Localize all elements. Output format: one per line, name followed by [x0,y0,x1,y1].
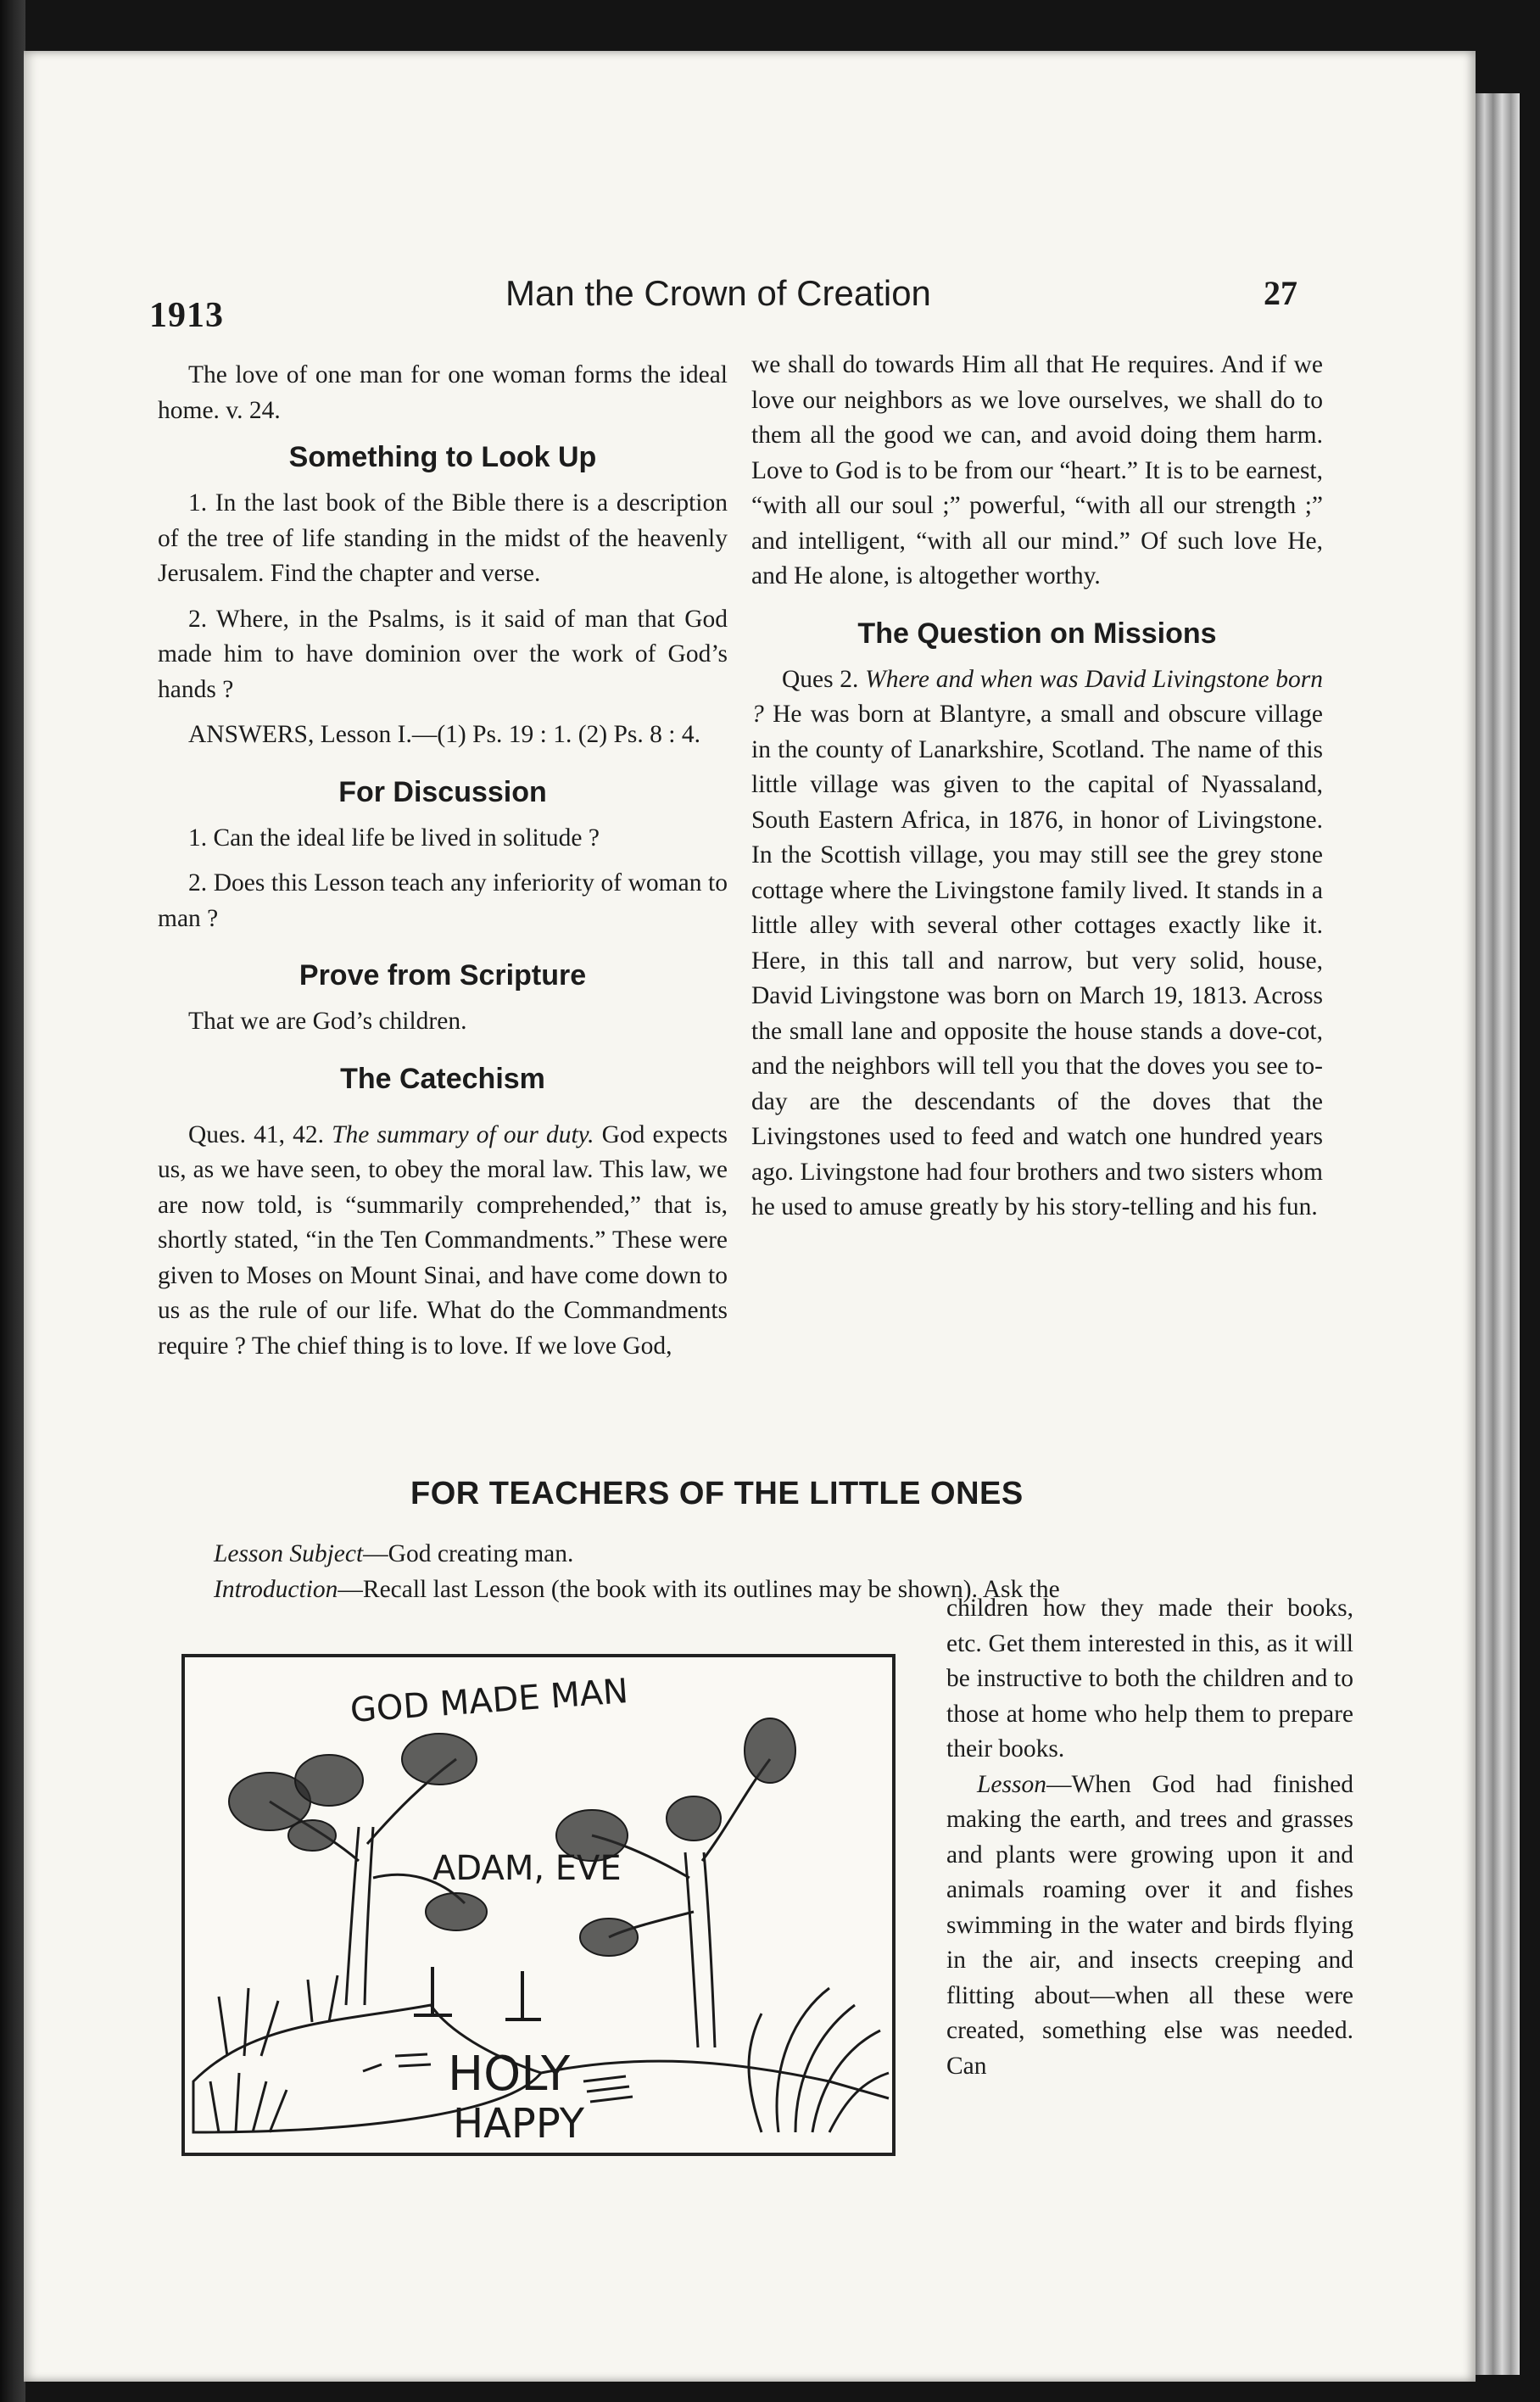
teachers-lesson-paragraph [946,1768,1353,2085]
right-column [751,348,1323,1226]
tree-right-leaves [556,1718,795,1956]
lesson-introduction-text: —Recall last Lesson (the book with its outlines may be shown). Ask the [338,1575,1060,1603]
missions-body: He was born at Blantyre, a small and obscure village in the county of Lanarkshire, Scotland. The name of this little village was given to the capital of Nyassaland, South Eastern Africa, in 1876, in honor of Livingstone. In the Scottish village, you may still see the grey stone cottage where the Livingstone family lived. It stands in a little alley with several other cottages exactly like it. Here, in this tall and narrow, but very solid, house, David Livingstone was born on March 19, 1813. Across the small lane and opposite the house stands a dove-cot, and the neighbors will tell you that the doves you see to-day are the descendants of the doves that the Livingstones used to feed and watch one hundred years ago. Livingstone had four brothers and two sisters whom he used to amuse greatly by his story-telling and his fun. [751,701,1323,1221]
catechism-topic: The summary of our duty. [332,1120,594,1148]
discussion-question-2: 2. Does this Lesson teach any inferiority of woman to man ? [158,869,728,932]
page-number: 27 [1264,274,1297,312]
teachers-side-column [946,1591,1353,2084]
word-happy: HAPPY [453,2100,585,2148]
running-header-title: Man the Crown of Creation [505,273,931,313]
illustration-god-made-man [181,1654,896,2156]
heading-look-up: Something to Look Up [288,441,597,473]
left-column [158,358,728,1364]
heading-catechism: The Catechism [340,1062,545,1095]
lesson-subject-line [183,1537,1343,1572]
missions-paragraph [751,662,1323,1226]
word-holy: HOLY [448,2047,571,2102]
figure-eve [505,1971,541,2019]
teachers-lesson-label: Lesson [977,1770,1046,1798]
heading-teachers: FOR TEACHERS OF THE LITTLE ONES [410,1476,1024,1511]
teachers-side-paragraph: children how they made their books, etc. Get them interested in this, as it will be instructive to both the children and to those at home who help them to prepare their books. [946,1595,1353,1762]
heading-prove: Prove from Scripture [299,959,587,992]
running-header-year: 1913 [149,296,224,335]
catechism-paragraph [158,1118,728,1365]
lesson-subject-label: Lesson Subject [214,1540,364,1567]
lesson-introduction-label: Introduction [214,1575,338,1603]
catechism-lead: Ques. 41, 42. [188,1120,324,1148]
tree-right-trunk [685,1852,715,2047]
discussion-question-1: 1. Can the ideal life be lived in solitude ? [188,824,600,852]
look-up-question-1: 1. In the last book of the Bible there is a description of the tree of life standing in the midst of the heavenly Jerusalem. Find the chapter and verse. [158,489,728,587]
caption-god-made-man: GOD MADE MAN [349,1672,630,1730]
heading-discussion: For Discussion [338,775,547,808]
intro-paragraph: The love of one man for one woman forms the ideal home. v. 24. [158,361,728,424]
teachers-lesson-text: —When God had finished making the earth, and trees and grasses and plants were growing upon it and animals roaming over it and fishes swimming in the water and birds flying in the air, and insects creeping and flitting about—when all these were created, something else was needed. Can [946,1770,1353,2080]
answers-paragraph: ANSWERS, Lesson I.—(1) Ps. 19 : 1. (2) Ps. 8 : 4. [188,721,700,748]
caption-adam-eve: ADAM, EVE [432,1849,622,1888]
look-up-question-2: 2. Where, in the Psalms, is it said of man that God made him to have dominion over the work of God’s hands ? [158,605,728,703]
illustration-drawing [185,1657,892,2153]
lesson-subject-text: —God creating man. [363,1540,574,1567]
heading-missions: The Question on Missions [857,617,1217,650]
missions-question: Where and when was David Livingstone born ? [751,665,1323,728]
missions-lead: Ques 2. [782,665,859,693]
continuation-paragraph: we shall do towards Him all that He requires. And if we love our neighbors as we love ourselves, we shall do to them all the good we can, and avoid doing them harm. Love to God is to be from our “heart.” It is to be earnest, “with all our soul ;” powerful, “with all our strength ;” and intelligent, “with all our mind.” Of such love He, and He alone, is altogether worthy. [751,351,1323,589]
catechism-body: God expects us, as we have seen, to obey the moral law. This law, we are now told, is “summarily comprehended,” that is, shortly stated, “in the Ten Commandments.” These were given to Moses on Mount Sinai, and have come down to us as the rule of our life. What do the Commandments require ? The chief thing is to love. If we love God, [158,1120,728,1360]
prove-text: That we are God’s children. [188,1008,467,1035]
bush-right [749,1988,889,2132]
